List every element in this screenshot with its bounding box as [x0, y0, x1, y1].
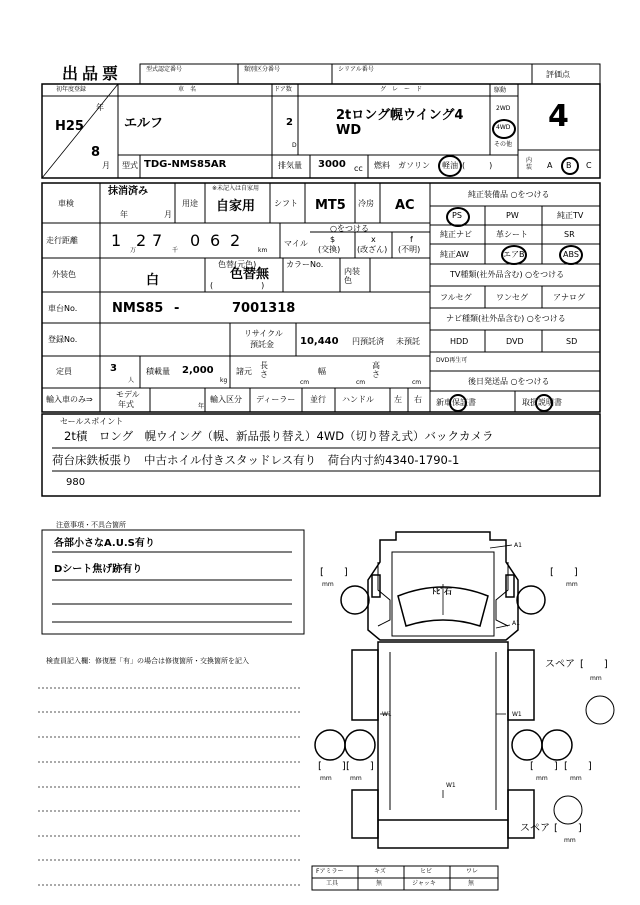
- front-right-mm: mm: [566, 581, 578, 588]
- spare-bottom-bracket: [ ]: [554, 823, 582, 834]
- first-reg-label: 初年度登録: [56, 86, 87, 93]
- displacement-label: 排気量: [278, 161, 302, 170]
- notes-label: 注意事項・不具合箇所: [56, 521, 126, 529]
- table-jack: ジャッキ: [412, 880, 436, 887]
- reg-no-label: 登録No.: [48, 335, 78, 344]
- car-name: エルフ: [124, 116, 164, 131]
- width-label: 幅: [318, 367, 326, 376]
- equip-airbag-circle: [501, 245, 527, 265]
- kg-unit: kg: [220, 377, 228, 384]
- interior-c: C: [586, 161, 592, 170]
- rear-r1-bracket: [ ]: [530, 761, 558, 772]
- mile-opt3-sym: f: [410, 235, 413, 244]
- score-label: 評価点: [546, 70, 570, 79]
- chassis-label: 車台No.: [48, 304, 78, 313]
- steering: ハンドル: [342, 395, 374, 404]
- rear-r1-mm: mm: [536, 775, 548, 782]
- import-type-label: 輸入区分: [210, 395, 242, 404]
- mileage-digit-6: 2: [230, 231, 241, 250]
- repaint-paren: ( ): [210, 281, 265, 290]
- notes-line2: Dシート焦げ跡有り: [54, 564, 143, 575]
- shaken-year-unit: 年: [120, 210, 128, 219]
- spare-top-label: スペア: [545, 659, 575, 670]
- equip-ps-circle: [446, 207, 470, 227]
- spare-top-bracket: [ ]: [580, 659, 608, 670]
- grade-line1: 2tロング幌ウイング4: [336, 108, 464, 123]
- sales-line3: 980: [66, 477, 86, 488]
- shaken-label: 車検: [58, 199, 74, 208]
- parallel: 並行: [310, 395, 326, 404]
- grade-line2: WD: [336, 123, 362, 138]
- reg-month: 8: [91, 145, 101, 160]
- cc-unit: cc: [354, 164, 363, 173]
- load-label: 積載量: [146, 367, 170, 376]
- serial-label: シリアル番号: [338, 66, 374, 73]
- capacity-label: 定員: [56, 367, 72, 376]
- left: 左: [394, 395, 402, 404]
- era-year: H25: [55, 119, 84, 134]
- doors-value: 2: [286, 117, 293, 128]
- table-scratch: キズ: [374, 868, 386, 875]
- man-unit: 万: [130, 247, 137, 254]
- dvd-play: DVD再生可: [436, 357, 468, 364]
- model-value: TDG-NMS85AR: [144, 159, 227, 170]
- interior-b: B: [566, 161, 572, 170]
- navi-sd: SD: [566, 337, 578, 346]
- rear-l1-bracket: [ ]: [318, 761, 346, 772]
- equip-pw: PW: [506, 211, 519, 220]
- spare-bottom-label: スペア: [520, 823, 550, 834]
- chassis-dash: -: [174, 301, 180, 316]
- rear-r2-bracket: [ ]: [564, 761, 592, 772]
- inspector-label: 検査員記入欄：修復歴「有」の場合は修復箇所・交換箇所を記入: [46, 657, 249, 665]
- recycle-paid: 円預託済: [352, 337, 384, 346]
- form-title: 出品票: [62, 64, 123, 83]
- rear-l1-mm: mm: [320, 775, 332, 782]
- shift-label: シフト: [274, 199, 298, 208]
- mile-opt1-sym: $: [330, 235, 336, 244]
- rear-l2-mm: mm: [350, 775, 362, 782]
- class-label: 類別区分番号: [244, 66, 281, 73]
- year-unit: 年: [96, 103, 104, 112]
- height-cm: cm: [412, 379, 422, 386]
- mileage-digit-5: 6: [210, 231, 221, 250]
- interior-color-label: 内装色: [344, 267, 360, 285]
- equip-abs: ABS: [563, 250, 579, 259]
- rear-r2-mm: mm: [570, 775, 582, 782]
- label-a1-top: A1: [514, 542, 522, 549]
- repaint-label: 色替(元色): [218, 260, 257, 269]
- equip-sr: SR: [564, 230, 575, 239]
- tv-title: TV種類(社外品含む) ○をつける: [450, 270, 565, 279]
- label-w1-right: W1: [512, 711, 522, 718]
- person-unit: 人: [128, 377, 135, 384]
- drive-other: その他: [494, 141, 513, 148]
- tv-oneseg: ワンセグ: [496, 293, 528, 302]
- drive-4wd: 4WD: [496, 124, 511, 131]
- mileage-digit-1: 1: [111, 231, 122, 250]
- sales-line2: 荷台床鉄板張り 中古ホイル付きスタッドレス有り 荷台内寸約4340-1790-1: [52, 453, 460, 467]
- car-name-label: 車 名: [178, 86, 197, 93]
- fuel-label: 燃料: [374, 161, 390, 170]
- recycle-label1: リサイクル: [244, 329, 283, 338]
- mile-opt2: (改ざん): [357, 245, 388, 254]
- import-label: 輸入車のみ⇒: [46, 395, 93, 404]
- use-label: 用途: [182, 199, 198, 208]
- color-no-label: カラーNo.: [286, 260, 324, 269]
- circle-note: ○をつける: [330, 224, 369, 233]
- equip-navi: 純正ナビ: [440, 230, 472, 239]
- doors-label: ドア数: [274, 86, 292, 93]
- later-manual-circle: [535, 394, 553, 412]
- navi-hdd: HDD: [450, 337, 469, 346]
- fuel-diesel-circle: [438, 155, 462, 177]
- equip-airbag: エアB: [503, 250, 525, 259]
- later-warranty: 新車保証書: [436, 398, 476, 407]
- navi-title: ナビ種類(社外品含む) ○をつける: [446, 314, 566, 323]
- equip-aw: 純正AW: [440, 250, 469, 259]
- spare-bottom-mm: mm: [564, 837, 576, 844]
- shift-value: MT5: [315, 198, 346, 213]
- mileage-digit-3: 7: [152, 231, 163, 250]
- model-year-label2: 年式: [118, 400, 134, 409]
- use-value: 自家用: [216, 199, 256, 214]
- equip-ps: PS: [452, 211, 462, 220]
- sen-unit: 千: [172, 247, 179, 254]
- km-unit: km: [258, 247, 268, 254]
- table-crack: ヒビ: [420, 868, 433, 875]
- height-label: 高さ: [372, 361, 380, 379]
- equip-leather: 革シート: [496, 230, 528, 239]
- equip-tv: 純正TV: [557, 211, 584, 220]
- width-cm: cm: [356, 379, 366, 386]
- exterior-value: 白: [146, 273, 160, 288]
- length-label: 長さ: [260, 361, 268, 379]
- right: 右: [414, 395, 422, 404]
- drive-2wd: 2WD: [496, 105, 511, 112]
- recycle-value: 10,440: [300, 336, 339, 347]
- repaint-value: 色替無: [230, 267, 270, 282]
- table-break: ワレ: [466, 868, 479, 875]
- mileage-digit-4: 0: [190, 231, 201, 250]
- mile-opt3: (不明): [398, 245, 421, 254]
- table-mirror: Fアミラー: [316, 868, 344, 875]
- front-left-bracket: [ ]: [320, 567, 348, 578]
- cooling-value: AC: [395, 198, 415, 213]
- navi-dvd: DVD: [506, 337, 524, 346]
- front-right-bracket: [ ]: [550, 567, 578, 578]
- mileage-digit-2: 2: [136, 231, 147, 250]
- model-label: 型式: [122, 161, 138, 170]
- capacity-value: 3: [110, 363, 117, 374]
- shaken-value: 抹消済み: [108, 186, 148, 197]
- rear-l2-bracket: [ ]: [346, 761, 374, 772]
- drive-label: 駆動: [494, 87, 507, 94]
- label-a1-bottom: A1: [512, 620, 520, 627]
- interior-b-circle: [561, 157, 579, 175]
- length-cm: cm: [300, 379, 310, 386]
- table-jack-value: 無: [468, 880, 475, 887]
- grade-label: グ レ ー ド: [380, 86, 423, 93]
- equip-abs-circle: [559, 245, 583, 265]
- label-w1-bottom: W1: [446, 782, 456, 789]
- fuel-other-paren: ( ): [462, 161, 493, 170]
- door-suffix: D: [292, 142, 297, 149]
- model-year-unit: 年: [198, 403, 205, 410]
- later-warranty-circle: [449, 394, 467, 412]
- chassis-number: 7001318: [232, 301, 296, 316]
- interior-label: 内装: [526, 157, 533, 172]
- notes-line1: 各部小さなA.U.S有り: [54, 538, 155, 549]
- table-tools-value: 無: [376, 880, 383, 887]
- rock-chip-label: ﾄﾋﾞ石: [432, 587, 452, 596]
- recycle-label2: 預託金: [250, 340, 274, 349]
- drive-4wd-circle: [492, 119, 516, 139]
- label-w1-left: W1: [382, 711, 392, 718]
- month-unit: 月: [102, 161, 110, 170]
- tv-analog: アナログ: [553, 293, 585, 302]
- later-manual: 取扱説明書: [522, 398, 562, 407]
- type-cert-label: 型式認定番号: [146, 66, 183, 73]
- dealer: ディーラー: [256, 395, 296, 404]
- spare-top-mm: mm: [590, 675, 602, 682]
- sales-line1: 2t積 ロング 幌ウイング（幌、新品張り替え）4WD（切り替え式）バックカメラ: [64, 429, 494, 443]
- displacement-value: 3000: [318, 159, 346, 170]
- sales-label: セールスポイント: [60, 417, 124, 426]
- interior-a: A: [547, 161, 553, 170]
- mileage-label: 走行距離: [46, 236, 78, 245]
- mile-opt2-sym: x: [371, 235, 376, 244]
- front-left-mm: mm: [322, 581, 334, 588]
- recycle-unpaid: 未預託: [396, 337, 420, 346]
- fuel-gasoline: ガソリン: [398, 161, 430, 170]
- genuine-title: 純正装備品 ○をつける: [468, 190, 550, 199]
- chassis-prefix: NMS85: [112, 301, 164, 316]
- mile-label: マイル: [284, 239, 308, 248]
- load-value: 2,000: [182, 365, 214, 376]
- shaken-month-unit: 月: [164, 210, 172, 219]
- mile-opt1: (交換): [318, 245, 341, 254]
- later-title: 後日発送品 ○をつける: [468, 377, 550, 386]
- exterior-label: 外装色: [52, 270, 76, 279]
- cooling-label: 冷房: [358, 199, 374, 208]
- private-note: ※未記入は自家用: [212, 185, 260, 192]
- score-value: 4: [548, 99, 569, 134]
- tv-fullseg: フルセグ: [440, 293, 472, 302]
- model-year-label1: モデル: [116, 390, 140, 399]
- fuel-diesel: 軽油: [442, 161, 458, 170]
- table-tools: 工具: [326, 880, 339, 887]
- dims-label: 諸元: [236, 367, 252, 376]
